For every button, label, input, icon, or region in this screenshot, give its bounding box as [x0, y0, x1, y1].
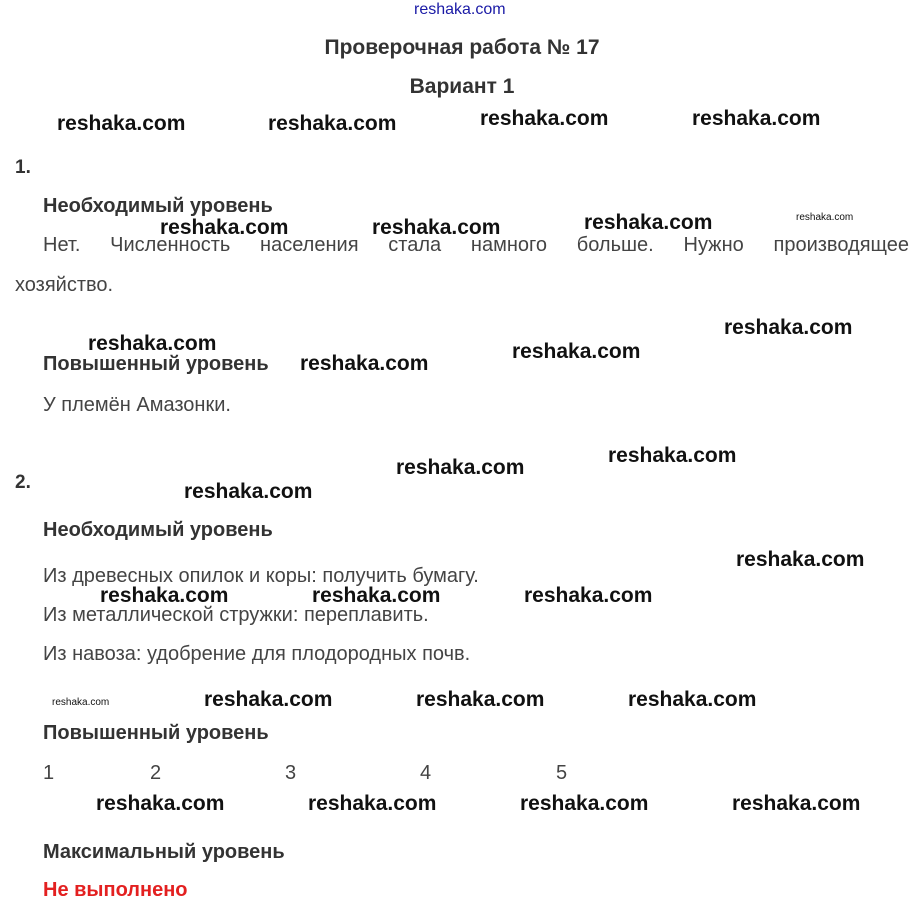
- page-title: Проверочная работа № 17: [324, 36, 600, 59]
- watermark: reshaka.com: [300, 352, 429, 375]
- watermark: reshaka.com: [372, 216, 501, 239]
- watermark: reshaka.com: [512, 340, 641, 363]
- task-1-basic-answer-line-2: хозяйство.: [15, 274, 114, 296]
- number-5: 5: [556, 762, 568, 784]
- watermark: reshaka.com: [396, 456, 525, 479]
- watermark: reshaka.com: [184, 480, 313, 503]
- watermark: reshaka.com: [100, 584, 229, 607]
- task-1-advanced-level: Повышенный уровень: [43, 353, 269, 375]
- task-2-basic-answer-3: Из навоза: удобрение для плодородных почв.: [43, 643, 471, 665]
- watermark: reshaka.com: [312, 584, 441, 607]
- watermark: reshaka.com: [416, 688, 545, 711]
- task-2-basic-answer-2: Из металлической стружки: переплавить.: [43, 604, 429, 626]
- variant-heading: Вариант 1: [409, 75, 515, 98]
- watermark: reshaka.com: [584, 211, 713, 234]
- watermark: reshaka.com: [520, 792, 649, 815]
- watermark: reshaka.com: [57, 112, 186, 135]
- number-3: 3: [285, 762, 297, 784]
- watermark: reshaka.com: [724, 316, 853, 339]
- watermark: reshaka.com: [204, 688, 333, 711]
- watermark: reshaka.com: [692, 107, 821, 130]
- task-2-number: 2.: [15, 472, 31, 493]
- task-1-advanced-answer: У племён Амазонки.: [43, 394, 231, 416]
- number-4: 4: [420, 762, 432, 784]
- task-2-max-level: Максимальный уровень: [43, 841, 285, 863]
- number-2: 2: [150, 762, 162, 784]
- watermark: reshaka.com: [96, 792, 225, 815]
- watermark: reshaka.com: [796, 212, 854, 223]
- number-1: 1: [43, 762, 55, 784]
- task-1-basic-level: Необходимый уровень: [43, 195, 273, 217]
- task-2-advanced-level: Повышенный уровень: [43, 722, 269, 744]
- status-not-done: Не выполнено: [43, 879, 188, 901]
- watermark: reshaka.com: [480, 107, 609, 130]
- watermark: reshaka.com: [88, 332, 217, 355]
- task-2-basic-answer-1: Из древесных опилок и коры: получить бумагу.: [43, 565, 479, 587]
- site-link[interactable]: reshaka.com: [414, 1, 506, 18]
- watermark: reshaka.com: [608, 444, 737, 467]
- watermark: reshaka.com: [732, 792, 861, 815]
- watermark: reshaka.com: [52, 697, 110, 708]
- watermark: reshaka.com: [736, 548, 865, 571]
- watermark: reshaka.com: [628, 688, 757, 711]
- task-2-basic-level: Необходимый уровень: [43, 519, 273, 541]
- watermark: reshaka.com: [268, 112, 397, 135]
- watermark: reshaka.com: [308, 792, 437, 815]
- watermark: reshaka.com: [160, 216, 289, 239]
- watermark: reshaka.com: [524, 584, 653, 607]
- task-1-basic-answer-line-1: Нет. Численность населения стала намного больше. Нужно производящее: [43, 234, 909, 256]
- task-1-number: 1.: [15, 157, 31, 178]
